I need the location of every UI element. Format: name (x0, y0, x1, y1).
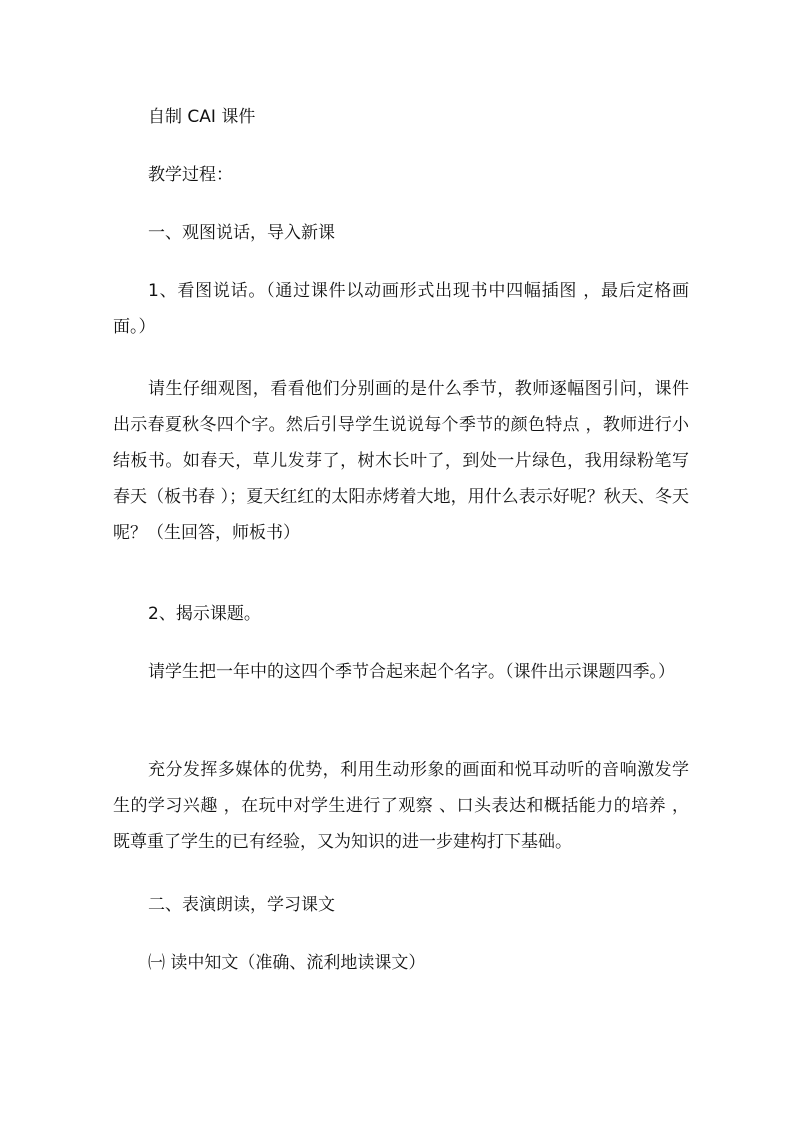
courseware-line: 自制 CAI 课件 (148, 107, 256, 127)
step-two-heading: 2、揭示课题。 (148, 604, 261, 624)
multimedia-advantage-paragraph: 充分发挥多媒体的优势，利用生动形象的画面和悦耳动听的音响激发学生的学习兴趣 ，在玩中对学生进行了观察 、口头表达和概括能力的培养 ，既尊重了学生的已有经验，又为知识的进一步建构打下基础。 (113, 760, 689, 852)
section-one-heading: 一、观图说话，导入新课 (148, 223, 335, 243)
title-reveal-paragraph: 请学生把一年中的这四个季节合起来起个名字。（课件出示课题四季。） (148, 662, 675, 682)
reading-subheading: ㈠ 读中知文（准确、流利地读课文） (148, 953, 426, 973)
section-two-heading: 二、表演朗读，学习课文 (148, 895, 335, 915)
teaching-process-heading: 教学过程： (148, 165, 233, 185)
step-one-paragraph: 1、看图说话。（通过课件以动画形式出现书中四幅插图 ，最后定格画面。） (113, 281, 689, 337)
observation-paragraph: 请生仔细观图，看看他们分别画的是什么季节，教师逐幅图引问，课件出示春夏秋冬四个字。然后引导学生说说每个季节的颜色特点 ，教师进行小结板书。如春天，草儿发芽了，树木长叶了，到处一片绿色，我用绿粉笔写春天（板书春 ）；夏天红红的太阳赤烤着大地，用什么表示好呢？秋天、冬天呢？（生回答，师板书） (113, 379, 689, 543)
